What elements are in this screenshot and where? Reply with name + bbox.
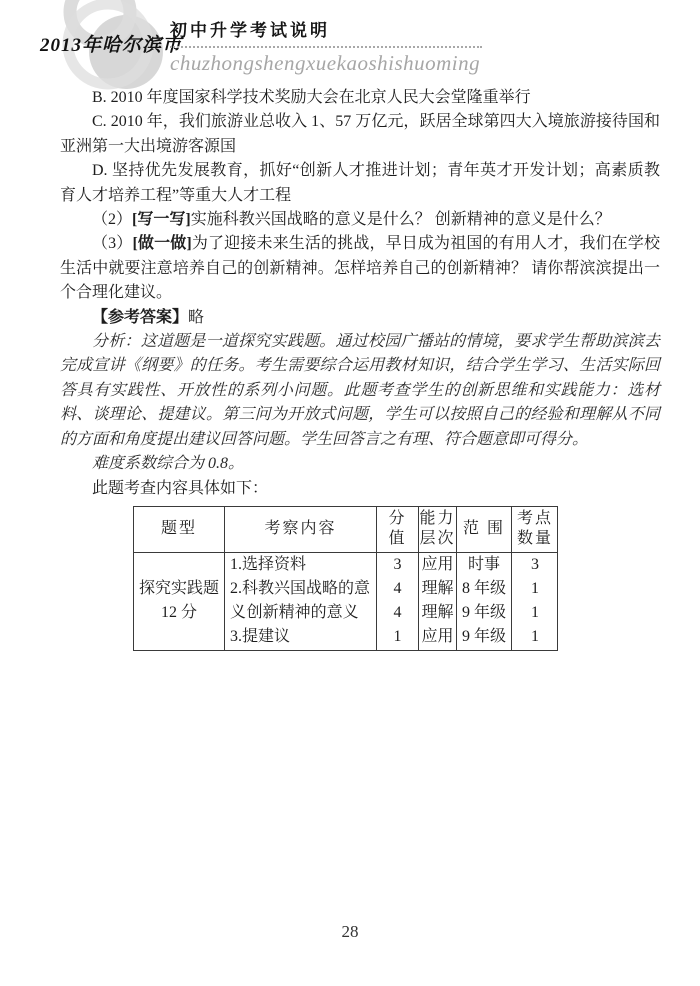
- table-row-content: 3.提建议: [230, 628, 291, 646]
- title-pinyin: chuzhongshengxuekaoshishuoming: [170, 51, 481, 75]
- table-row-content: 1.选择资料: [230, 556, 307, 574]
- table-row-points: 1: [531, 628, 539, 646]
- reference-answer: [60, 306, 660, 330]
- table-row-points: 1: [531, 604, 539, 622]
- difficulty-line: 难度系数综合为 0.8。: [92, 455, 245, 473]
- reference-answer-value: 略: [188, 308, 205, 326]
- exam-content-table: [133, 506, 558, 651]
- col-header-question-type: 题型: [134, 507, 224, 553]
- score-column: [376, 553, 418, 650]
- option-b: B. 2010 年度国家科学技术奖励大会在北京人民大会堂隆重举行: [92, 89, 531, 106]
- table-row-score: 4: [393, 580, 402, 598]
- question-2: [60, 208, 660, 232]
- table-row-score: 1: [393, 628, 402, 646]
- table-row-points: 3: [531, 556, 539, 574]
- table-row-level: 理解: [421, 604, 454, 622]
- point-count-column: [511, 553, 558, 650]
- table-row-scope: 9 年级: [461, 604, 506, 622]
- question-type-score: 12 分: [160, 604, 197, 622]
- ability-level-column: [418, 553, 456, 650]
- reference-answer-label: 【参考答案】: [92, 308, 189, 326]
- col-header-scope: 范 围: [456, 507, 511, 553]
- table-row-level: 应用: [421, 556, 454, 574]
- document-body: [60, 86, 660, 651]
- col-header-point-count: 考点数量: [511, 507, 558, 553]
- exam-table-wrapper: [133, 506, 660, 651]
- question-type-name: 探究实践题: [138, 580, 219, 598]
- table-row-level: 理解: [421, 580, 454, 598]
- scope-column: [456, 553, 511, 650]
- content-column: [224, 553, 376, 650]
- table-row-score: 4: [393, 604, 402, 622]
- option-d: D. 坚持优先发展教育，抓好“创新人才推进计划；青年英才开发计划；高素质教育人才培养工程”等重大人才工程: [60, 162, 660, 204]
- col-header-content: 考察内容: [224, 507, 376, 553]
- table-row-scope: 8 年级: [461, 580, 506, 598]
- question-2-number: （2）: [92, 211, 133, 229]
- page-title: 初中升学考试说明: [170, 16, 482, 48]
- question-3-number: （3）: [92, 235, 133, 253]
- question-2-text: 实施科教兴国战略的意义是什么？ 创新精神的意义是什么？: [190, 211, 611, 229]
- table-row-scope: 9 年级: [461, 628, 506, 646]
- question-3-tag: [做一做]: [132, 235, 192, 253]
- question-3: [60, 232, 660, 305]
- analysis-paragraph: 分析：这道题是一道探究实践题。通过校园广播站的情境，要求学生帮助滨滨去完成宣讲《纲要》的任务。考生需要综合运用教材知识，结合学生学习、生活实际回答具有实践性、开放性的系列小问题。此题考查学生的创新思维和实践能力：选材料、谈理论、提建议。第三问为开放式问题，学生可以按照自己的经验和理解从不同的方面和角度提出建议回答问题。学生回答言之有理、符合题意即可得分。: [60, 333, 660, 448]
- question-3-text: 为了迎接未来生活的挑战，早日成为祖国的有用人才，我们在学校生活中就要注意培养自己的创新精神。怎样培养自己的创新精神？ 请你帮滨滨提出一个合理化建议。: [60, 235, 660, 302]
- table-row-score: 3: [393, 556, 402, 574]
- table-row-content: 2.科教兴国战略的意义: [230, 580, 371, 622]
- table-row-content: 创新精神的意义: [246, 604, 359, 622]
- question-type-cell: [134, 553, 224, 650]
- table-intro-line: 此题考查内容具体如下：: [92, 479, 269, 497]
- question-2-tag: [写一写]: [132, 211, 191, 229]
- page-number: 28: [341, 922, 359, 941]
- option-c: C. 2010 年，我们旅游业总收入 1、57 万亿元，跃居全球第四大入境旅游接待国和亚洲第一大出境游客源国: [60, 113, 660, 155]
- table-row-points: 1: [531, 580, 539, 598]
- table-row-scope: 时事: [467, 556, 500, 574]
- edition-year-region: 2013年哈尔滨市: [40, 35, 183, 56]
- table-row-level: 应用: [421, 628, 454, 646]
- col-header-ability-level: 能力层次: [418, 507, 456, 553]
- title-block: [170, 16, 482, 76]
- col-header-score: 分 值: [376, 507, 418, 553]
- page-header: [0, 0, 700, 90]
